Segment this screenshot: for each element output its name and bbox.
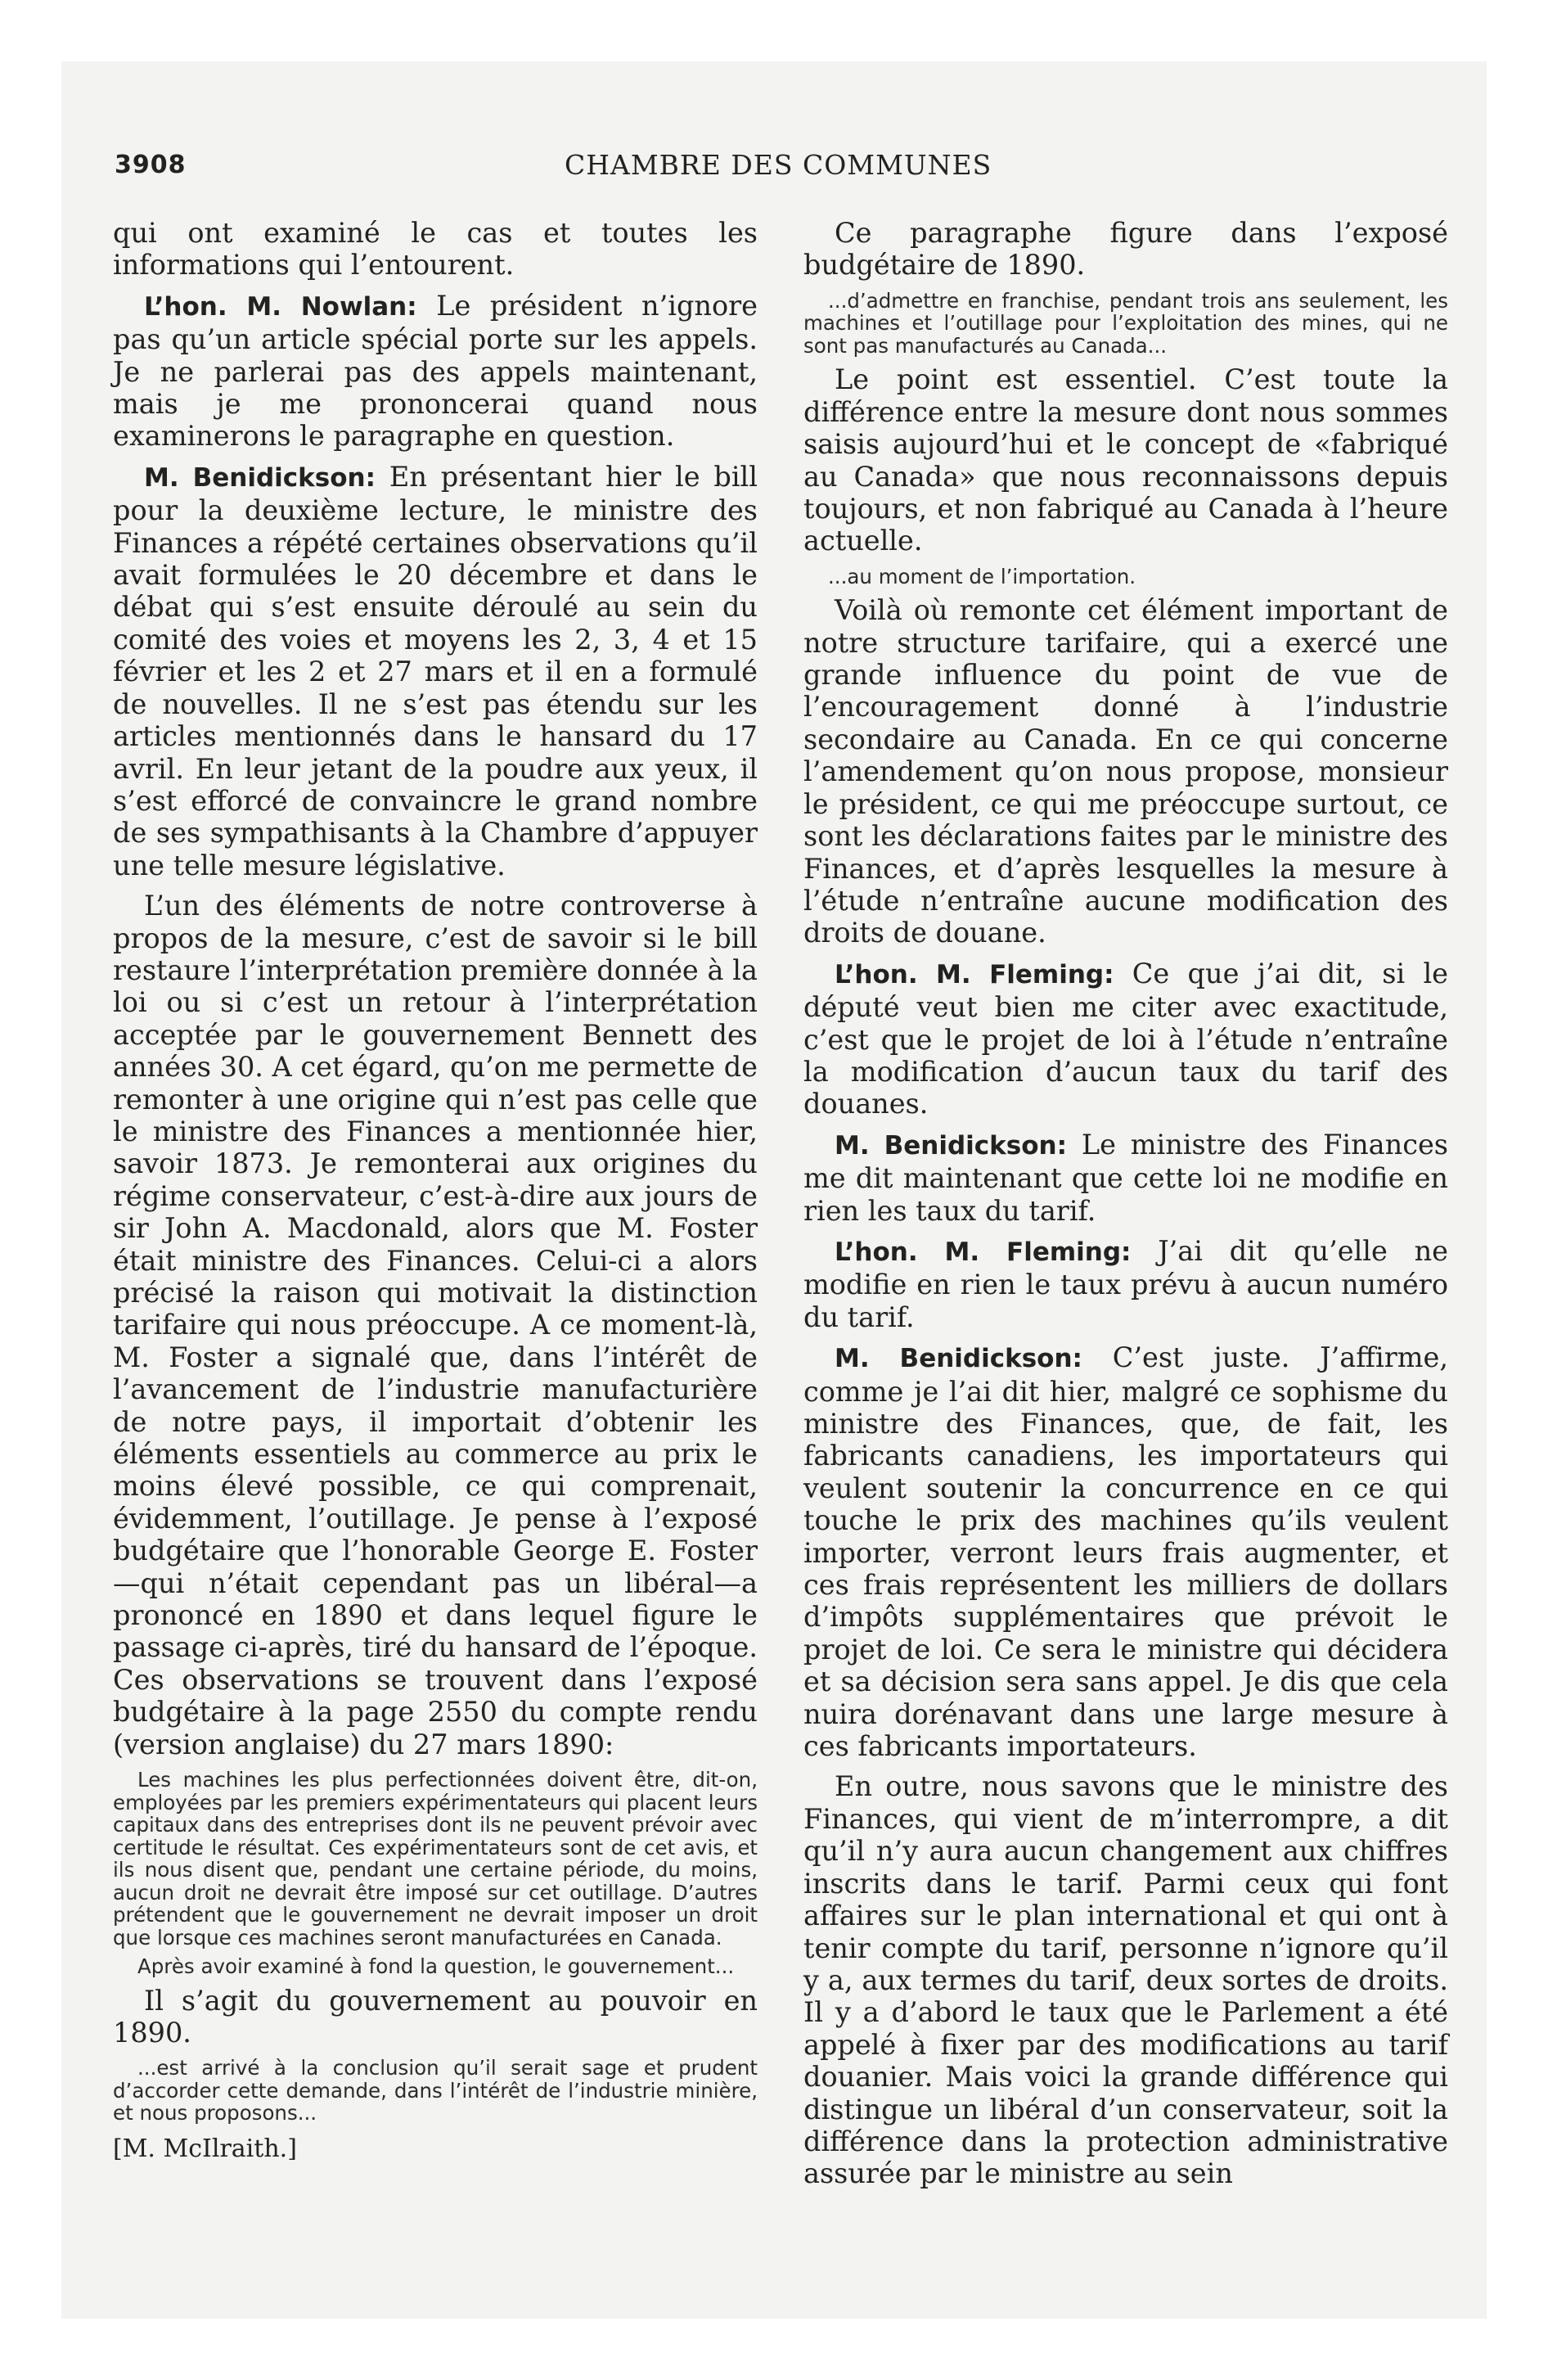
paragraph: En outre, nous savons que le ministre des Finances, qui vient de m’interrompre, a dit qu’il n’y aura aucun changement aux chiffres inscrits dans le tarif. Parmi ceux qui font affaires sur le plan international et qui ont à tenir compte du tarif, personne n’ignore qu’il y a, aux termes du tarif, deux sortes de droits. Il y a d’abord le taux que le Parlement a été appelé à fixer par des modifications au tarif douanier. Mais voici la grande différence qui distingue un libéral d’un conservateur, soit la différence dans la protection administrative assurée par le ministre au sein <box>803 1770 1448 2190</box>
right-column <box>803 217 1448 2198</box>
paragraph: qui ont examiné le cas et toutes les informations qui l’entourent. <box>113 217 758 282</box>
left-column <box>113 217 758 2172</box>
block-quote: ...d’admettre en franchise, pendant trois ans seulement, les machines et l’outillage pour l’exploitation des mines, qui ne sont pas manufacturés au Canada... <box>803 288 1448 358</box>
speech-text: Ce que j’ai dit, si le député veut bien me citer avec exactitude, c’est que le projet de loi à l’étude n’entraîne la modification d’aucun taux du tarif des douanes. <box>803 957 1448 1120</box>
speech-paragraph <box>803 1341 1448 1762</box>
paragraph: Voilà où remonte cet élément important de notre structure tarifaire, qui a exercé une grande influence du point de vue de l’encouragement donné à l’industrie secondaire au Canada. En ce qui concerne l’amendement qu’on nous propose, monsieur le président, ce qui me préoccupe surtout, ce sont les déclarations faites par le ministre des Finances, et d’après lesquelles la mesure à l’étude n’entraîne aucune modification des droits de douane. <box>803 594 1448 949</box>
speech-paragraph <box>113 290 758 453</box>
paragraph: Il s’agit du gouvernement au pouvoir en 1890. <box>113 1984 758 2049</box>
speech-paragraph <box>803 1235 1448 1333</box>
page-header <box>115 147 1448 196</box>
speech-text: Le ministre des Finances me dit maintenant que cette loi ne modifie en rien les taux du tarif. <box>803 1128 1448 1227</box>
running-title: CHAMBRE DES COMMUNES <box>565 149 992 181</box>
speech-paragraph <box>803 958 1448 1120</box>
speech-paragraph <box>803 1129 1448 1227</box>
block-quote: Les machines les plus perfectionnées doivent être, dit-on, employées par les premiers expérimentateurs qui placent leurs capitaux dans des entreprises dont ils ne peuvent prévoir avec certitude le résultat. Ces expérimentateurs sont de cet avis, et ils nous disent que, pendant une certaine période, du moins, aucun droit ne devrait être imposé sur cet outillage. D’autres prétendent que le gouvernement ne devrait imposer un droit que lorsque ces machines seront manufacturées en Canada. <box>113 1768 758 1950</box>
speaker-name: L’hon. M. Fleming: <box>835 1237 1132 1267</box>
speech-paragraph <box>113 461 758 881</box>
speaker-name: M. Benidickson: <box>835 1130 1067 1161</box>
block-quote: ...au moment de l’importation. <box>828 564 1136 588</box>
page-number: 3908 <box>115 151 187 179</box>
speech-text: Le président n’ignore pas qu’un article spécial porte sur les appels. Je ne parlerai pas des appels maintenant, mais je me prononcerai quand nous examinerons le paragraphe en question. <box>113 289 758 453</box>
speaker-name: L’hon. M. Fleming: <box>835 959 1114 989</box>
paragraph: L’un des éléments de notre controverse à propos de la mesure, c’est de savoir si le bill restaure l’interprétation première donnée à la loi ou si c’est un retour à l’interprétation acceptée par le gouvernement Bennett des années 30. A cet égard, qu’on me permette de remonter à une origine qui n’est pas celle que le ministre des Finances a mentionnée hier, savoir 1873. Je remonterai aux origines du régime conservateur, c’est-à-dire aux jours de sir John A. Macdonald, alors que M. Foster était ministre des Finances. Celui-ci a alors précisé la raison qui motivait la distinction tarifaire qui nous préoccupe. A ce moment-là, M. Foster a signalé que, dans l’intérêt de l’avancement de l’industrie manufacturière de notre pays, il importait d’obtenir les éléments essentiels au commerce au prix le moins élevé possible, ce qui comprenait, évidemment, l’outillage. Je pense à l’exposé budgétaire que l’honorable George E. Foster—qui n’était cependant pas un libéral—a prononcé en 1890 et dans lequel figure le passage ci-après, tiré du hansard de l’époque. Ces observations se trouvent dans l’exposé budgétaire à la page 2550 du compte rendu (version anglaise) du 27 mars 1890: <box>113 890 758 1760</box>
speech-text: J’ai dit qu’elle ne modifie en rien le taux prévu à aucun numéro du tarif. <box>803 1234 1448 1333</box>
paragraph: Ce paragraphe figure dans l’exposé budgétaire de 1890. <box>803 217 1448 282</box>
paragraph: Le point est essentiel. C’est toute la différence entre la mesure dont nous sommes saisis aujourd’hui et le concept de «fabriqué au Canada» que nous reconnaissons depuis toujours, et non fabriqué au Canada à l’heure actuelle. <box>803 363 1448 557</box>
block-quote: Après avoir examiné à fond la question, le gouvernement... <box>137 1954 735 1979</box>
speech-text: C’est juste. J’affirme, comme je l’ai dit hier, malgré ce sophisme du ministre des Finances, que, de fait, les fabricants canadiens, les importateurs qui veulent soutenir la concurrence en ce qui touche le prix des machines qu’ils veulent importer, verront leurs frais augmenter, et ces frais représentent les milliers de dollars d’impôts supplémentaires que prévoit le projet de loi. Ce sera le ministre qui décidera et sa décision sera sans appel. Je dis que cela nuira dorénavant dans une large mesure à ces fabricants importateurs. <box>803 1341 1448 1763</box>
speaker-name: L’hon. M. Nowlan: <box>144 291 417 322</box>
speech-text: En présentant hier le bill pour la deuxième lecture, le ministre des Finances a répété certaines observations qu’il avait formulées le 20 décembre et dans le débat qui s’est ensuite déroulé au sein du comité des voies et moyens les 2, 3, 4 et 15 février et les 2 et 27 mars et il en a formulé de nouvelles. Il ne s’est pas étendu sur les articles mentionnés dans le hansard du 17 avril. En leur jetant de la poudre aux yeux, il s’est efforcé de convaincre le grand nombre de ses sympathisants à la Chambre d’appuyer une telle mesure législative. <box>113 460 758 881</box>
speaker-name: M. Benidickson: <box>835 1344 1082 1374</box>
block-quote: ...est arrivé à la conclusion qu’il serait sage et prudent d’accorder cette demande, dans l’intérêt de l’industrie minière, et nous proposons... <box>113 2056 758 2125</box>
speaker-name: M. Benidickson: <box>144 462 376 493</box>
speaker-reference: [M. McIlraith.] <box>113 2134 297 2163</box>
